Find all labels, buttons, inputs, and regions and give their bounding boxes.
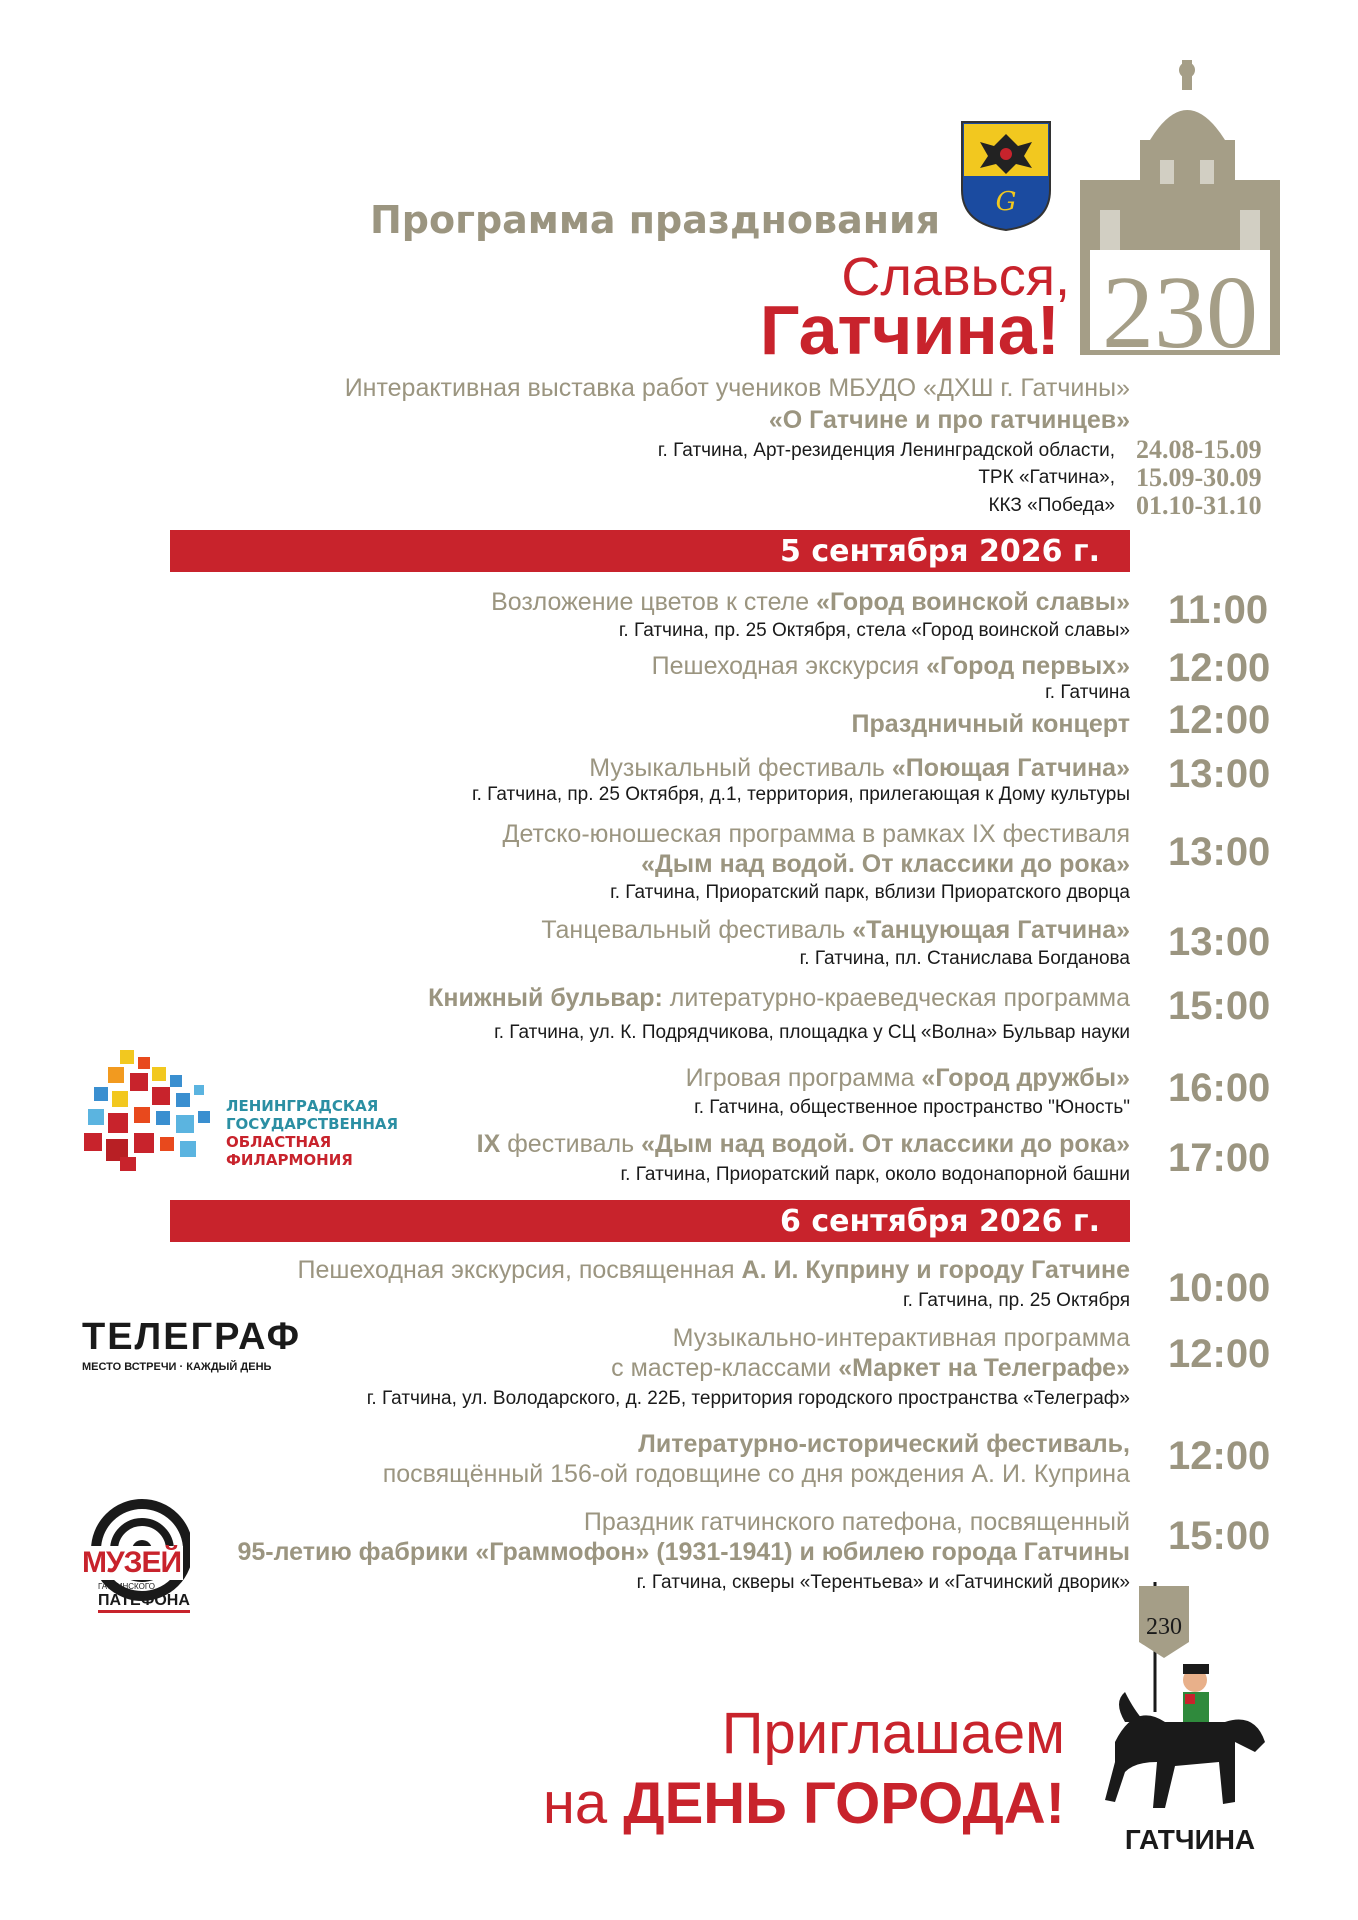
event-time: 12:00 [1168, 646, 1271, 690]
program-label: Программа празднования [370, 198, 940, 242]
event-time: 10:00 [1168, 1266, 1271, 1310]
title-line2: Гатчина! [759, 291, 1060, 369]
event-time: 12:00 [1168, 1332, 1271, 1376]
event-title: IX фестиваль «Дым над водой. От классики до рока» [476, 1130, 1130, 1158]
event-title-line2: 95-летию фабрики «Граммофон» (1931-1941) и юбилею города Гатчины [237, 1538, 1130, 1566]
event-title-line2: с мастер-классами «Маркет на Телеграфе» [611, 1354, 1130, 1382]
anniversary-number: 230 [1102, 255, 1258, 355]
invite-line2: на ДЕНЬ ГОРОДА! [542, 1771, 1065, 1836]
event-title: Игровая программа «Город дружбы» [685, 1064, 1130, 1092]
exhibition-dates: 15.09-30.09 [1136, 463, 1262, 492]
museum-subtitle: ГАТЧИНСКОГО [98, 1582, 155, 1591]
coat-of-arms-icon [960, 120, 1052, 232]
title-line1: Славься, [841, 247, 1070, 307]
day2-date: 6 сентября 2026 г. [780, 1204, 1100, 1239]
day1-date: 5 сентября 2026 г. [780, 534, 1100, 569]
event-title: Музыкальный фестиваль «Поющая Гатчина» [589, 754, 1130, 782]
event-time: 13:00 [1168, 830, 1271, 874]
exhibition-line1: Интерактивная выставка работ учеников МБУДО «ДХШ г. Гатчины» [344, 374, 1130, 402]
exhibition-venue: г. Гатчина, Арт-резиденция Ленинградской области, [657, 440, 1115, 461]
palace-230-emblem [1080, 60, 1280, 355]
event-place: г. Гатчина, ул. Володарского, д. 22Б, территория городского пространства «Телеграф» [366, 1388, 1130, 1409]
event-place: г. Гатчина, общественное пространство "Юность" [694, 1097, 1130, 1118]
svg-text:G: G [995, 187, 1017, 217]
event-title: Возложение цветов к стеле «Город воинской славы» [491, 588, 1130, 616]
exhibition-dates: 24.08-15.09 [1136, 435, 1262, 464]
event-title: Праздник гатчинского патефона, посвященный [583, 1508, 1130, 1536]
event-title: Книжный бульвар: литературно-краеведческая программа [428, 984, 1130, 1012]
horseman-icon [1095, 1572, 1285, 1832]
day1-date-band [170, 530, 1130, 572]
event-title: Литературно-исторический фестиваль, [638, 1430, 1130, 1458]
event-time: 11:00 [1168, 588, 1269, 632]
museum-patefon: ПАТЕФОНА [98, 1592, 190, 1613]
event-place: г. Гатчина, пл. Станислава Богданова [799, 948, 1130, 969]
event-title-line2: «Дым над водой. От классики до рока» [641, 850, 1130, 878]
exhibition-venue: ККЗ «Победа» [988, 495, 1115, 516]
event-title: Детско-юношеская программа в рамках IX фестиваля [502, 820, 1130, 848]
event-title: Танцевальный фестиваль «Танцующая Гатчина» [541, 916, 1130, 944]
event-time: 13:00 [1168, 752, 1271, 796]
event-title: Пешеходная экскурсия «Город первых» [651, 652, 1130, 680]
event-title-line2: посвящённый 156-ой годовщине со дня рождения А. И. Куприна [382, 1460, 1130, 1488]
invite-line1: Приглашаем [721, 1701, 1065, 1766]
philharmonic-mosaic-icon [80, 1045, 215, 1175]
event-place: г. Гатчина, Приоратский парк, около водонапорной башни [620, 1164, 1130, 1185]
exhibition-venue: ТРК «Гатчина», [978, 467, 1115, 488]
event-time: 15:00 [1168, 1514, 1271, 1558]
day2-date-band [170, 1200, 1130, 1242]
event-place: г. Гатчина, пр. 25 Октября, д.1, территория, прилегающая к Дому культуры [472, 784, 1130, 805]
event-place: г. Гатчина, Приоратский парк, вблизи Приоратского дворца [610, 882, 1130, 903]
event-time: 16:00 [1168, 1066, 1271, 1110]
horseman-emblem [1095, 1572, 1285, 1862]
philharmonic-name: ЛЕНИНГРАДСКАЯ ГОСУДАРСТВЕННАЯ ОБЛАСТНАЯ ФИЛАРМОНИЯ [226, 1097, 399, 1169]
telegraph-name: ТЕЛЕГРАФ [82, 1316, 302, 1358]
event-title: Праздничный концерт [851, 710, 1130, 738]
event-place: г. Гатчина, скверы «Терентьева» и «Гатчинский дворик» [636, 1572, 1130, 1593]
svg-text:230: 230 [1146, 1614, 1182, 1640]
event-place: г. Гатчина, пр. 25 Октября [902, 1290, 1130, 1311]
event-place: г. Гатчина, пр. 25 Октября, стела «Город воинской славы» [618, 620, 1130, 641]
museum-logo [80, 1498, 190, 1633]
event-place: г. Гатчина, ул. К. Подрядчикова, площадка у СЦ «Волна» Бульвар науки [494, 1022, 1130, 1043]
event-time: 15:00 [1168, 984, 1271, 1028]
event-title: Музыкально-интерактивная программа [672, 1324, 1130, 1352]
event-time: 13:00 [1168, 920, 1271, 964]
event-title: Пешеходная экскурсия, посвященная А. И. Куприну и городу Гатчине [297, 1256, 1130, 1284]
event-place: г. Гатчина [1045, 682, 1130, 703]
horseman-caption: ГАТЧИНА [1124, 1824, 1256, 1855]
museum-word: МУЗЕЙ [82, 1546, 182, 1579]
exhibition-dates: 01.10-31.10 [1136, 491, 1262, 520]
event-time: 12:00 [1168, 1434, 1271, 1478]
exhibition-line2: «О Гатчине и про гатчинцев» [768, 406, 1130, 434]
telegraph-tagline: МЕСТО ВСТРЕЧИ · КАЖДЫЙ ДЕНЬ [82, 1361, 272, 1373]
event-time: 17:00 [1168, 1136, 1271, 1180]
philharmonic-logo [80, 1045, 400, 1175]
event-time: 12:00 [1168, 698, 1271, 742]
telegraph-logo [82, 1316, 312, 1376]
